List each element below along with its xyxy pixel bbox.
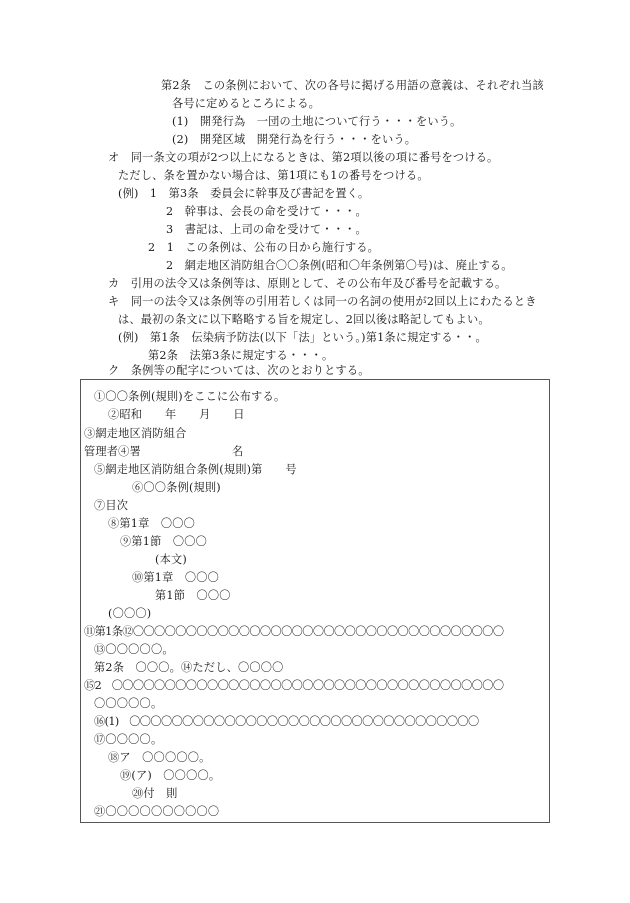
- text-line: カ 引用の法令又は条例等は、原則として、その公布年及び番号を記載する。: [108, 277, 507, 290]
- box-line: ③網走地区消防組合: [84, 427, 187, 440]
- box-line: ⑧第1章 〇〇〇: [108, 517, 196, 530]
- box-line: ⑦目次: [94, 499, 129, 512]
- text-line: ただし、条を置かない場合は、第1項にも1の番号をつける。: [118, 169, 429, 182]
- box-line: 管理者④署 名: [84, 445, 244, 458]
- box-line: ⑩第1章 〇〇〇: [132, 571, 220, 584]
- box-line: ⑤網走地区消防組合条例(規則)第 号: [94, 463, 297, 476]
- text-line: 2 網走地区消防組合〇〇条例(昭和〇年条例第〇号)は、廃止する。: [166, 259, 513, 272]
- box-line: 〇〇〇〇〇。: [94, 697, 163, 710]
- box-line: (〇〇〇): [108, 607, 152, 620]
- box-line: ⑰〇〇〇〇。: [94, 733, 163, 746]
- text-line: は、最初の条文に以下略略する旨を規定し、2回以後は略記してもよい。: [118, 313, 490, 326]
- box-line: ①〇〇条例(規則)をここに公布する。: [94, 390, 286, 403]
- text-line: 3 書記は、上司の命を受けて・・・。: [166, 223, 367, 236]
- text-line: 各号に定めるところによる。: [172, 97, 321, 110]
- text-line: ク 条例等の配字については、次のとおりとする。: [108, 364, 370, 377]
- text-line: (例) 1 第3条 委員会に幹事及び書記を置く。: [118, 187, 370, 200]
- text-line: キ 同一の法令又は条例等の引用若しくは同一の名詞の使用が2回以上にわたるとき: [108, 295, 537, 308]
- box-line: ②昭和 年 月 日: [108, 408, 245, 421]
- text-line: (例) 第1条 伝染病予防法(以下「法」という。)第1条に規定する・・。: [118, 331, 487, 344]
- box-line: ⑨第1節 〇〇〇: [120, 535, 208, 548]
- text-line: 第2条 法第3条に規定する・・・。: [148, 349, 334, 362]
- box-line: 第1節 〇〇〇: [155, 589, 231, 602]
- text-line: 2 幹事は、会長の命を受けて・・・。: [166, 205, 367, 218]
- text-line: (1) 開発行為 一団の土地について行う・・・をいう。: [172, 115, 462, 128]
- box-line: ⑥〇〇条例(規則): [132, 481, 221, 494]
- box-line: ⑮2 〇〇〇〇〇〇〇〇〇〇〇〇〇〇〇〇〇〇〇〇〇〇〇〇〇〇〇〇〇〇〇〇〇〇〇〇〇: [84, 679, 504, 692]
- text-line: オ 同一条文の項が2つ以上になるときは、第2項以後の項に番号をつける。: [108, 151, 499, 164]
- box-line: ⑳付 則: [132, 787, 178, 800]
- box-line: 第2条 〇〇〇。⑭ただし、〇〇〇〇: [94, 661, 284, 674]
- text-line: 第2条 この条例において、次の各号に掲げる用語の意義は、それぞれ当該: [161, 79, 544, 92]
- box-line: ⑱ア 〇〇〇〇〇。: [108, 751, 211, 764]
- text-line: 2 1 この条例は、公布の日から施行する。: [148, 241, 379, 254]
- box-line: ⑬〇〇〇〇〇。: [94, 643, 174, 656]
- box-line: ㉑〇〇〇〇〇〇〇〇〇〇: [94, 805, 220, 818]
- box-line: ⑲(ア) 〇〇〇〇。: [120, 769, 221, 782]
- text-line: (2) 開発区域 開発行為を行う・・・をいう。: [172, 133, 417, 146]
- box-line: ⑪第1条⑫〇〇〇〇〇〇〇〇〇〇〇〇〇〇〇〇〇〇〇〇〇〇〇〇〇〇〇〇〇〇〇〇〇〇〇: [84, 625, 504, 638]
- box-line: ⑯(1) 〇〇〇〇〇〇〇〇〇〇〇〇〇〇〇〇〇〇〇〇〇〇〇〇〇〇〇〇〇〇〇〇〇: [94, 715, 479, 728]
- box-line: (本文): [155, 553, 187, 566]
